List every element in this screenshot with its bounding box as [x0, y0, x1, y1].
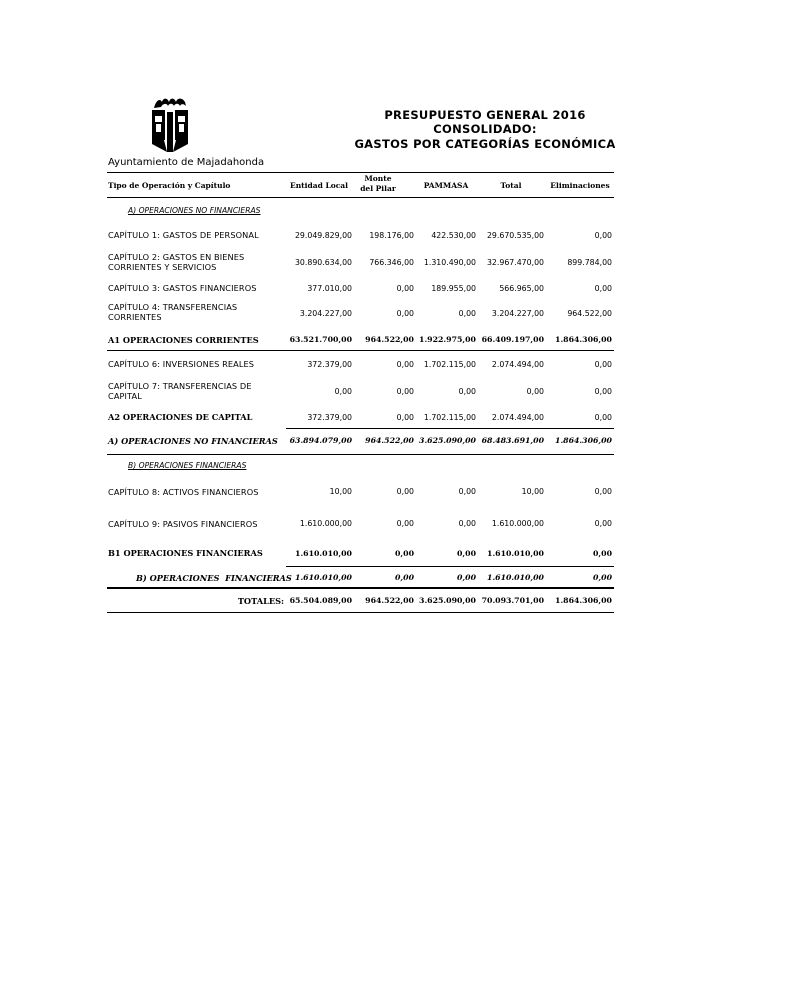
- cell-atot-monte: 964.522,00: [365, 436, 414, 445]
- cell-a1-entidad: 63.521.700,00: [289, 335, 352, 344]
- row-label-cap2: CAPÍTULO 2: GASTOS EN BIENES CORRIENTES Y SERVICIOS: [108, 252, 245, 272]
- cell-cap8-monte: 0,00: [396, 487, 414, 496]
- cell-cap3-eliminaciones: 0,00: [594, 284, 612, 293]
- cell-atot-pammasa: 3.625.090,00: [419, 436, 476, 445]
- cell-a1-monte: 964.522,00: [365, 335, 414, 344]
- cell-totales-monte: 964.522,00: [365, 596, 414, 605]
- cell-cap4-entidad: 3.204.227,00: [299, 309, 352, 318]
- cell-cap7-eliminaciones: 0,00: [594, 387, 612, 396]
- cell-atot-eliminaciones: 1.864.306,00: [555, 436, 612, 445]
- row-label-cap6: CAPÍTULO 6: INVERSIONES REALES: [108, 359, 255, 369]
- cell-cap4-pammasa: 0,00: [458, 309, 476, 318]
- cell-b1-entidad: 1.610.010,00: [295, 549, 352, 558]
- cell-totales-entidad: 65.504.089,00: [289, 596, 352, 605]
- column-header-entidad-local: Entidad Local: [290, 181, 348, 190]
- cell-totales-eliminaciones: 1.864.306,00: [555, 596, 612, 605]
- cell-cap9-total: 1.610.000,00: [491, 519, 544, 528]
- row-label-a2: A2 OPERACIONES DE CAPITAL: [108, 412, 253, 422]
- column-header-monte-del-pilar: Monte del Pilar: [360, 174, 396, 193]
- cell-cap9-eliminaciones: 0,00: [594, 519, 612, 528]
- cell-cap7-pammasa: 0,00: [458, 387, 476, 396]
- column-header-tipo: Tipo de Operación y Capítulo: [108, 181, 231, 190]
- section-a-heading: A) OPERACIONES NO FINANCIERAS: [128, 206, 261, 215]
- totals-bottom-rule: [107, 612, 614, 613]
- subtotal-rule-a2: [286, 428, 614, 429]
- row-label-cap7: CAPÍTULO 7: TRANSFERENCIAS DE CAPITAL: [108, 381, 252, 401]
- section-a-end-rule: [107, 454, 614, 455]
- totals-top-rule: [107, 587, 614, 589]
- cell-cap4-monte: 0,00: [396, 309, 414, 318]
- column-header-pammasa: PAMMASA: [423, 181, 469, 190]
- cell-a2-eliminaciones: 0,00: [594, 413, 612, 422]
- cell-a2-monte: 0,00: [396, 413, 414, 422]
- section-b-heading: B) OPERACIONES FINANCIERAS: [128, 461, 247, 470]
- cell-a1-eliminaciones: 1.864.306,00: [555, 335, 612, 344]
- cell-cap9-entidad: 1.610.000,00: [299, 519, 352, 528]
- cell-cap4-total: 3.204.227,00: [491, 309, 544, 318]
- row-label-a-total: A) OPERACIONES NO FINANCIERAS: [108, 436, 278, 446]
- cell-cap9-monte: 0,00: [396, 519, 414, 528]
- cell-btot-monte: 0,00: [395, 573, 414, 582]
- cell-cap8-entidad: 10,00: [329, 487, 352, 496]
- cell-cap8-pammasa: 0,00: [458, 487, 476, 496]
- row-label-a1: A1 OPERACIONES CORRIENTES: [108, 335, 259, 345]
- report-title-line-1: PRESUPUESTO GENERAL 2016: [384, 108, 586, 122]
- cell-a1-total: 66.409.197,00: [481, 335, 544, 344]
- cell-cap1-entidad: 29.049.829,00: [294, 231, 352, 240]
- cell-totales-pammasa: 3.625.090,00: [419, 596, 476, 605]
- cell-cap2-entidad: 30.890.634,00: [294, 258, 352, 267]
- cell-cap6-eliminaciones: 0,00: [594, 360, 612, 369]
- cell-atot-total: 68.483.691,00: [481, 436, 544, 445]
- cell-cap7-entidad: 0,00: [334, 387, 352, 396]
- cell-cap6-pammasa: 1.702.115,00: [423, 360, 476, 369]
- cell-cap3-total: 566.965,00: [499, 284, 544, 293]
- subtotal-rule-a1: [107, 350, 614, 351]
- cell-a2-total: 2.074.494,00: [491, 413, 544, 422]
- cell-cap1-monte: 198.176,00: [369, 231, 414, 240]
- subtotal-rule-b1: [286, 566, 614, 567]
- row-label-cap1: CAPÍTULO 1: GASTOS DE PERSONAL: [108, 230, 259, 240]
- cell-totales-total: 70.093.701,00: [481, 596, 544, 605]
- cell-cap3-pammasa: 189.955,00: [431, 284, 476, 293]
- row-label-b-total: B) OPERACIONES FINANCIERAS: [136, 573, 292, 583]
- row-label-cap8: CAPÍTULO 8: ACTIVOS FINANCIEROS: [108, 487, 259, 497]
- cell-cap2-pammasa: 1.310.490,00: [423, 258, 476, 267]
- cell-cap1-pammasa: 422.530,00: [431, 231, 476, 240]
- cell-a2-entidad: 372.379,00: [307, 413, 352, 422]
- municipal-crest-icon: [148, 94, 192, 154]
- cell-cap2-total: 32.967.470,00: [486, 258, 544, 267]
- cell-cap2-monte: 766.346,00: [369, 258, 414, 267]
- cell-cap1-eliminaciones: 0,00: [594, 231, 612, 240]
- row-label-cap3: CAPÍTULO 3: GASTOS FINANCIEROS: [108, 283, 257, 293]
- cell-cap9-pammasa: 0,00: [458, 519, 476, 528]
- cell-cap6-total: 2.074.494,00: [491, 360, 544, 369]
- column-header-eliminaciones: Eliminaciones: [550, 181, 610, 190]
- cell-cap4-eliminaciones: 964.522,00: [567, 309, 612, 318]
- cell-cap7-total: 0,00: [526, 387, 544, 396]
- table-top-rule: [107, 172, 614, 173]
- cell-b1-eliminaciones: 0,00: [593, 549, 612, 558]
- cell-btot-eliminaciones: 0,00: [593, 573, 612, 582]
- cell-a2-pammasa: 1.702.115,00: [423, 413, 476, 422]
- cell-b1-pammasa: 0,00: [457, 549, 476, 558]
- cell-btot-total: 1.610.010,00: [487, 573, 544, 582]
- cell-cap8-eliminaciones: 0,00: [594, 487, 612, 496]
- cell-btot-entidad: 1.610.010,00: [295, 573, 352, 582]
- cell-b1-total: 1.610.010,00: [487, 549, 544, 558]
- row-label-totales: TOTALES:: [237, 596, 284, 606]
- report-title-line-2: CONSOLIDADO:: [433, 122, 537, 136]
- cell-cap7-monte: 0,00: [396, 387, 414, 396]
- cell-cap6-entidad: 372.379,00: [307, 360, 352, 369]
- report-title-line-3: GASTOS POR CATEGORÍAS ECONÓMICA: [354, 137, 616, 151]
- cell-cap6-monte: 0,00: [396, 360, 414, 369]
- cell-b1-monte: 0,00: [395, 549, 414, 558]
- row-label-b1: B1 OPERACIONES FINANCIERAS: [108, 548, 263, 558]
- cell-cap1-total: 29.670.535,00: [486, 231, 544, 240]
- cell-cap3-entidad: 377.010,00: [307, 284, 352, 293]
- row-label-cap4: CAPÍTULO 4: TRANSFERENCIAS CORRIENTES: [108, 302, 238, 322]
- cell-a1-pammasa: 1.922.975,00: [419, 335, 476, 344]
- column-header-total: Total: [500, 181, 522, 190]
- header-bottom-rule: [107, 197, 614, 198]
- row-label-cap9: CAPÍTULO 9: PASIVOS FINANCIEROS: [108, 519, 258, 529]
- cell-atot-entidad: 63.894.079,00: [289, 436, 352, 445]
- cell-cap3-monte: 0,00: [396, 284, 414, 293]
- cell-cap2-eliminaciones: 899.784,00: [567, 258, 612, 267]
- cell-cap8-total: 10,00: [521, 487, 544, 496]
- municipality-name: Ayuntamiento de Majadahonda: [108, 157, 265, 168]
- cell-btot-pammasa: 0,00: [457, 573, 476, 582]
